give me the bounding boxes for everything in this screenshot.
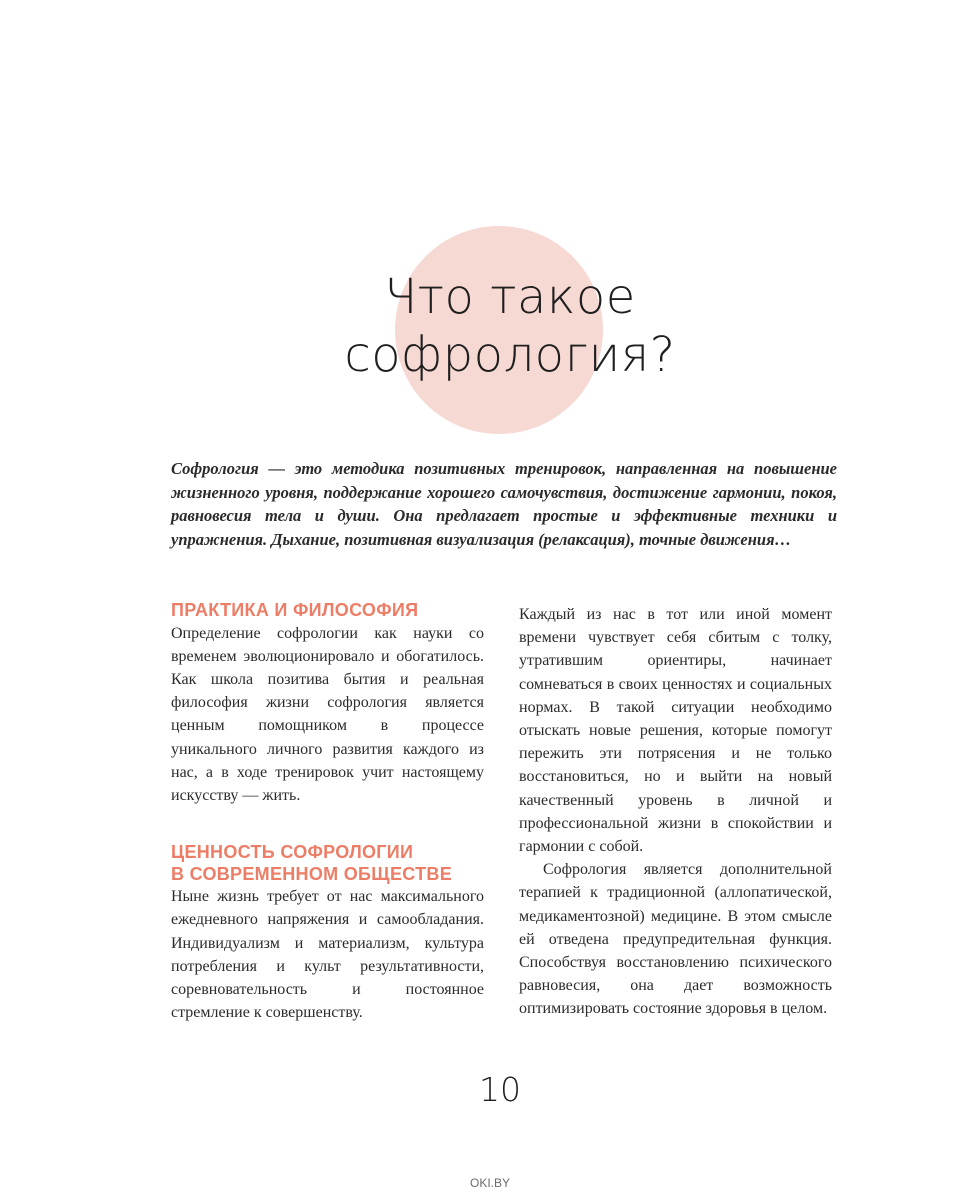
page-number: 10 xyxy=(479,1070,521,1109)
left-column xyxy=(171,600,484,1024)
section-heading-value xyxy=(171,842,484,885)
title-line-2: софрология? xyxy=(344,327,676,383)
section-heading-practice: ПРАКТИКА И ФИЛОСОФИЯ xyxy=(171,600,419,620)
right-paragraph-2: Софрология является дополнительной терапией к традиционной (аллопатической, медикаментозной) медицине. В этом смысле ей отведена предупредительная функция. Способствуя восстановлению психического равновесия, она дает возможность оптимизировать состояние здоровья в целом. xyxy=(519,861,832,1018)
right-paragraph-1: Каждый из нас в тот или иной момент времени чувствует себя сбитым с толку, утратившим ориентиры, начинает сомневаться в своих ценностях и социальных нормах. В такой ситуации необходимо отыскать новые решения, которые помогут пережить эти потрясения и не только восстановиться, но и выйти на новый качественный уровень в личной и профессиональной жизни в спокойствии и гармонии с собой. xyxy=(519,606,832,856)
section-text-value: Ныне жизнь требует от нас максимального ежедневного напряжения и самообладания. Индивидуализм и материализм, культура потребления и культ результативности, соревновательность и постоянное стремление к совершенству. xyxy=(171,888,484,1022)
section-heading-value-line-2: В СОВРЕМЕННОМ ОБЩЕСТВЕ xyxy=(171,863,452,884)
right-column xyxy=(519,603,832,1021)
section-heading-value-line-1: ЦЕННОСТЬ СОФРОЛОГИИ xyxy=(171,842,414,863)
intro-paragraph: Софрология — это методика позитивных тренировок, направленная на повышение жизненного уровня, поддержание хорошего самочувствия, достижение гармонии, покоя, равновесия тела и души. Она предлагает простые и эффективные техники и упражнения. Дыхание, позитивная визуализация (релаксация), точные движения… xyxy=(171,459,837,549)
watermark: OKI.BY xyxy=(469,1176,510,1190)
page-title xyxy=(250,268,770,384)
section-text-practice: Определение софрологии как науки со временем эволюционировало и обогатилось. Как школа позитива бытия и реальная философия жизни софрология является ценным помощником в процессе уникального личного развития каждого из нас, а в ходе тренировок учит настоящему искусству — жить. xyxy=(171,624,484,804)
section-spacer xyxy=(171,807,484,842)
title-line-1: Что такое xyxy=(384,269,636,325)
